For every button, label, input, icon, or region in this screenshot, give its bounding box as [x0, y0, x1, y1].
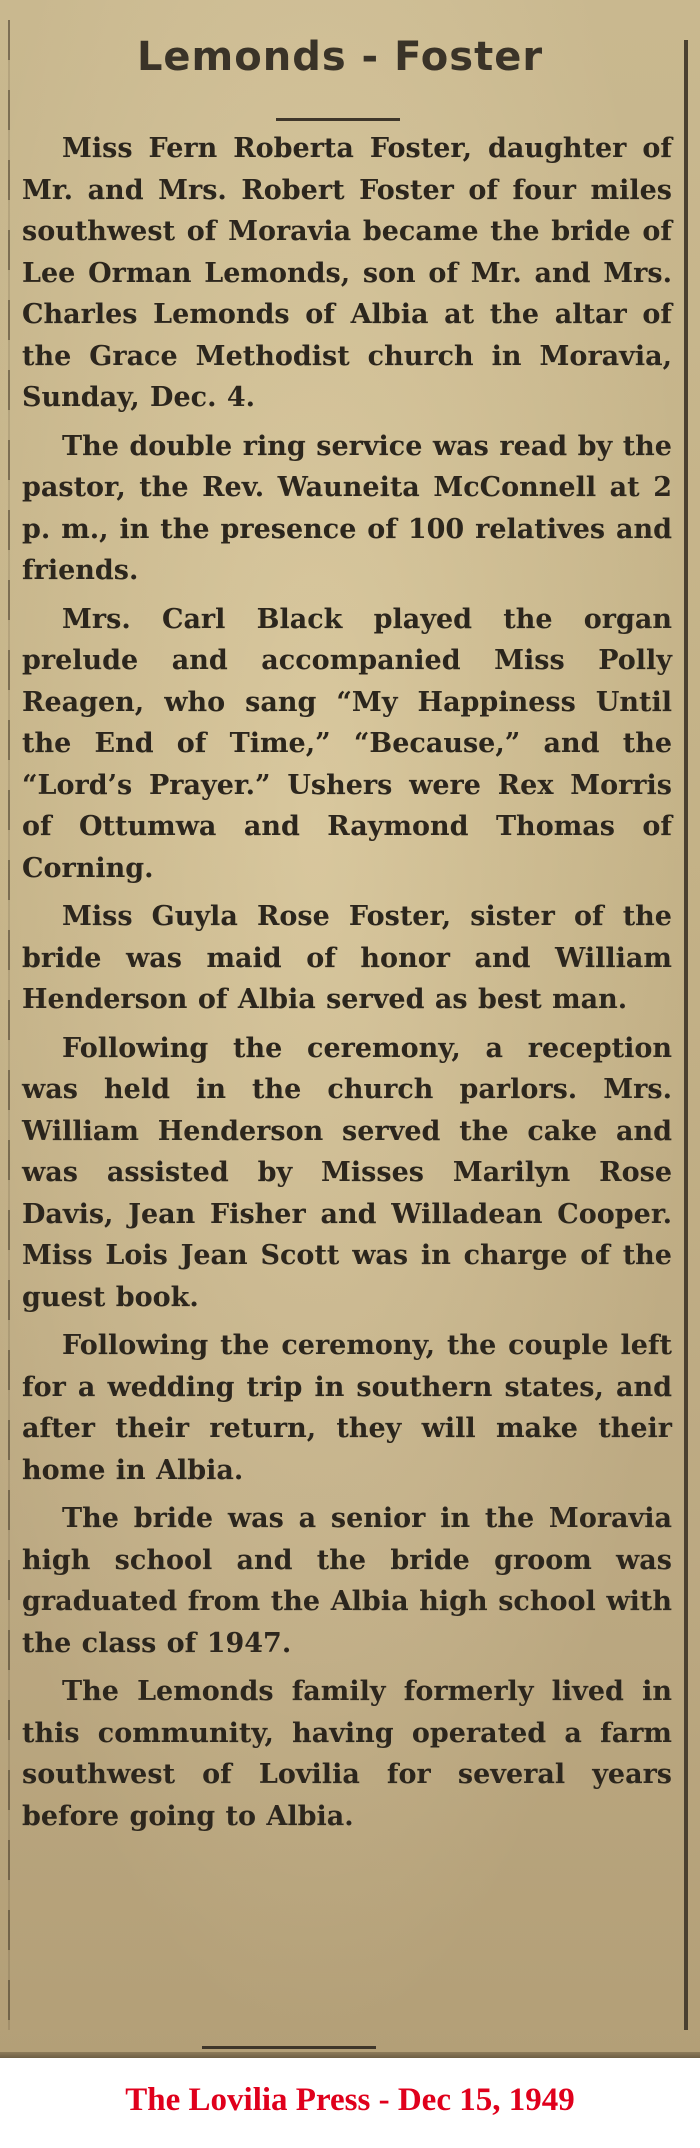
- paragraph: Miss Guyla Rose Foster, sister of the bride was maid of honor and William Henderson of Albia served as best man.: [22, 901, 672, 1015]
- paragraph: The Lemonds family formerly lived in this community, having operated a farm southwest of Lovilia for several years before going to Albia.: [22, 1676, 672, 1832]
- paragraph: Following the ceremony, a reception was held in the church parlors. Mrs. William Henderson served the cake and was assisted by Misses Marilyn Rose Davis, Jean Fisher and Willadean Cooper. Miss Lois Jean Scott was in charge of the guest book.: [22, 1032, 672, 1313]
- headline: Lemonds - Foster: [136, 34, 544, 80]
- footer-rule: [202, 2046, 376, 2049]
- paragraph: The bride was a senior in the Moravia high school and the bride groom was graduated from the Albia high school with the class of 1947.: [22, 1503, 672, 1659]
- headline-rule: [276, 118, 400, 121]
- paragraph: Following the ceremony, the couple left for a wedding trip in southern states, and after their return, they will make their home in Albia.: [22, 1330, 672, 1486]
- paragraph: Mrs. Carl Black played the organ prelude and accompanied Miss Polly Reagen, who sang “My Happiness Until the End of Time,” “Because,” and the “Lord’s Prayer.” Ushers were Rex Morris of Ottumwa and Raymond Thomas of Corning.: [22, 603, 672, 884]
- article-body: [22, 128, 672, 1844]
- clipping-bottom-edge: [0, 2052, 700, 2058]
- paragraph: Miss Fern Roberta Foster, daughter of Mr. and Mrs. Robert Foster of four miles southwest of Moravia became the bride of Lee Orman Lemonds, son of Mr. and Mrs. Charles Lemonds of Albia at the altar of the Grace Methodist church in Moravia, Sunday, Dec. 4.: [22, 133, 672, 413]
- column-rule-right: [684, 40, 688, 2030]
- paragraph: The double ring service was read by the pastor, the Rev. Wauneita McConnell at 2 p. m., in the presence of 100 relatives and friends.: [22, 430, 672, 586]
- column-rule-left: [8, 20, 10, 2030]
- source-caption: The Lovilia Press - Dec 15, 1949: [125, 2082, 575, 2118]
